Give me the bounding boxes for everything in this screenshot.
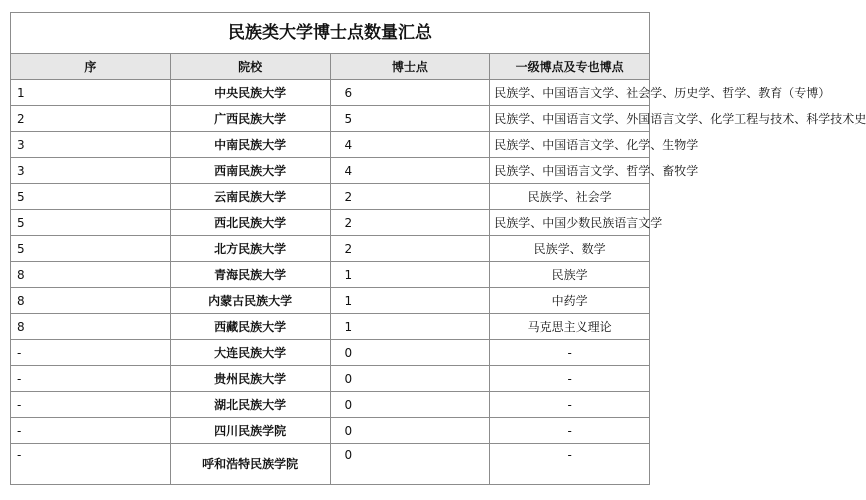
header-row	[11, 54, 650, 80]
table-row	[11, 106, 650, 132]
school-cell: 北方民族大学	[170, 236, 330, 262]
rank-cell: 5	[11, 236, 171, 262]
subjects-cell: 中药学	[490, 288, 650, 314]
school-cell: 湖北民族大学	[170, 392, 330, 418]
phd-program-table	[10, 12, 866, 485]
rank-cell: 5	[11, 184, 171, 210]
school-cell: 西南民族大学	[170, 158, 330, 184]
school-cell: 中央民族大学	[170, 80, 330, 106]
rank-cell: -	[11, 444, 171, 485]
count-cell: 1	[330, 288, 490, 314]
school-cell: 内蒙古民族大学	[170, 288, 330, 314]
count-cell: 0	[330, 418, 490, 444]
count-cell: 1	[330, 262, 490, 288]
school-cell: 中南民族大学	[170, 132, 330, 158]
subjects-cell: -	[490, 392, 650, 418]
rank-cell: 3	[11, 132, 171, 158]
rank-cell: -	[11, 418, 171, 444]
count-cell: 4	[330, 132, 490, 158]
count-cell: 2	[330, 236, 490, 262]
count-cell: 6	[330, 80, 490, 106]
rank-cell: 8	[11, 262, 171, 288]
subjects-cell: 民族学、中国语言文学、哲学、畜牧学	[490, 158, 650, 184]
subjects-cell: 民族学、中国语言文学、外国语言文学、化学工程与技术、科学技术史	[490, 106, 650, 132]
header-count: 博士点	[330, 54, 490, 80]
school-cell: 四川民族学院	[170, 418, 330, 444]
table-row	[11, 184, 650, 210]
count-cell: 1	[330, 314, 490, 340]
rank-cell: -	[11, 366, 171, 392]
table-row	[11, 80, 650, 106]
school-cell: 西藏民族大学	[170, 314, 330, 340]
count-cell: 2	[330, 184, 490, 210]
subjects-cell: 马克思主义理论	[490, 314, 650, 340]
subjects-cell: -	[490, 366, 650, 392]
table-title: 民族类大学博士点数量汇总	[11, 13, 650, 54]
subjects-cell: 民族学、数学	[490, 236, 650, 262]
table-row	[11, 210, 650, 236]
subjects-cell: 民族学、中国少数民族语言文学	[490, 210, 650, 236]
table-row	[11, 288, 650, 314]
table-row	[11, 314, 650, 340]
table-row	[11, 444, 650, 485]
header-school: 院校	[170, 54, 330, 80]
count-cell: 4	[330, 158, 490, 184]
school-cell: 青海民族大学	[170, 262, 330, 288]
subjects-cell: -	[490, 444, 650, 485]
count-cell: 2	[330, 210, 490, 236]
rank-cell: 8	[11, 314, 171, 340]
school-cell: 西北民族大学	[170, 210, 330, 236]
header-rank: 序	[11, 54, 171, 80]
school-cell: 呼和浩特民族学院	[170, 444, 330, 485]
subjects-cell: 民族学、中国语言文学、化学、生物学	[490, 132, 650, 158]
subjects-cell: 民族学、中国语言文学、社会学、历史学、哲学、教育（专博）	[490, 80, 650, 106]
school-cell: 贵州民族大学	[170, 366, 330, 392]
rank-cell: 2	[11, 106, 171, 132]
table-row	[11, 262, 650, 288]
count-cell: 0	[330, 366, 490, 392]
table-row	[11, 132, 650, 158]
title-row	[11, 13, 650, 54]
table-row	[11, 158, 650, 184]
count-cell: 0	[330, 392, 490, 418]
subjects-cell: 民族学	[490, 262, 650, 288]
count-cell: 0	[330, 340, 490, 366]
school-cell: 大连民族大学	[170, 340, 330, 366]
rank-cell: 5	[11, 210, 171, 236]
table-row	[11, 418, 650, 444]
header-subjects: 一级博点及专也博点	[490, 54, 650, 80]
subjects-cell: -	[490, 418, 650, 444]
rank-cell: 3	[11, 158, 171, 184]
rank-cell: -	[11, 392, 171, 418]
table-row	[11, 392, 650, 418]
school-cell: 广西民族大学	[170, 106, 330, 132]
count-cell: 5	[330, 106, 490, 132]
school-cell: 云南民族大学	[170, 184, 330, 210]
table-row	[11, 236, 650, 262]
rank-cell: -	[11, 340, 171, 366]
table-row	[11, 366, 650, 392]
subjects-cell: 民族学、社会学	[490, 184, 650, 210]
summary-sheet	[10, 12, 866, 485]
table-row	[11, 340, 650, 366]
rank-cell: 8	[11, 288, 171, 314]
rank-cell: 1	[11, 80, 171, 106]
count-cell: 0	[330, 444, 490, 485]
subjects-cell: -	[490, 340, 650, 366]
